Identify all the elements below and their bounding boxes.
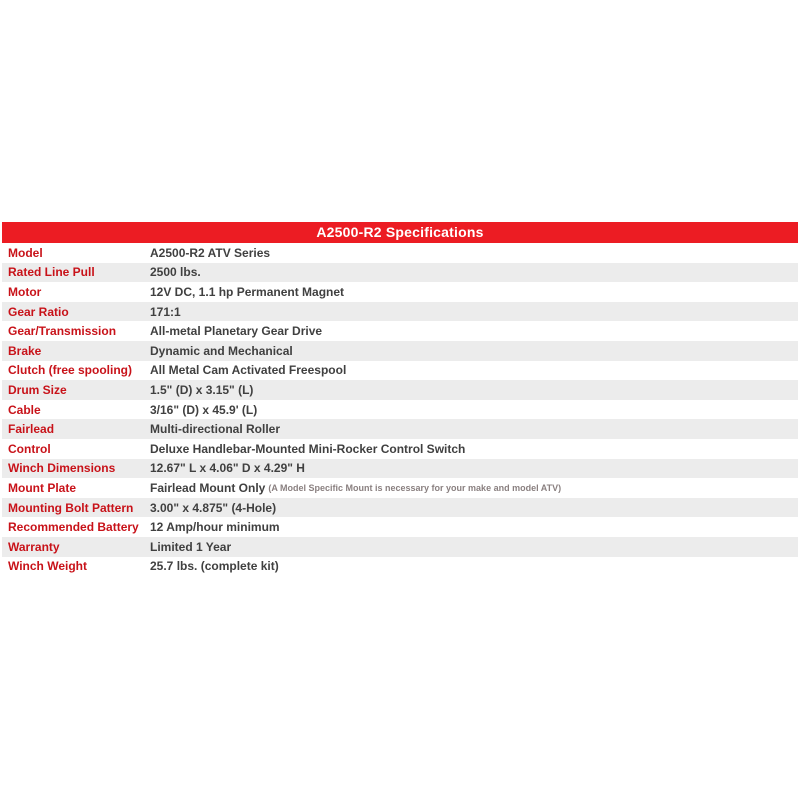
- table-row-mount-plate: [2, 478, 798, 498]
- spec-label: Recommended Battery: [8, 520, 139, 535]
- spec-value-note: (A Model Specific Mount is necessary for your make and model ATV): [268, 482, 562, 493]
- spec-value: All Metal Cam Activated Freespool: [150, 363, 347, 378]
- spec-value: Limited 1 Year: [150, 539, 232, 554]
- spec-value: 12.67" L x 4.06" D x 4.29" H: [150, 461, 305, 476]
- spec-label: Brake: [8, 343, 42, 358]
- spec-value: All-metal Planetary Gear Drive: [150, 324, 323, 339]
- spec-value: Fairlead Mount Only: [150, 480, 266, 495]
- spec-label: Control: [8, 441, 51, 456]
- table-row-winch-weight: [2, 557, 798, 577]
- table-row-clutch: [2, 361, 798, 381]
- table-row-rated-line-pull: [2, 263, 798, 283]
- table-row-mounting-bolt-pattern: [2, 498, 798, 518]
- spec-value: Multi-directional Roller: [150, 422, 281, 437]
- table-row-cable: [2, 400, 798, 420]
- spec-label: Model: [8, 245, 43, 260]
- spec-label: Fairlead: [8, 422, 55, 437]
- table-row-winch-dimensions: [2, 459, 798, 479]
- table-row-gear-transmission: [2, 321, 798, 341]
- spec-label: Rated Line Pull: [8, 265, 95, 280]
- table-row-motor: [2, 282, 798, 302]
- spec-value: 1.5" (D) x 3.15" (L): [150, 382, 254, 397]
- spec-value: A2500-R2 ATV Series: [150, 245, 271, 260]
- table-row-model: [2, 243, 798, 263]
- spec-label: Winch Weight: [8, 559, 87, 574]
- spec-value: 171:1: [150, 304, 181, 319]
- spec-value: 25.7 lbs. (complete kit): [150, 559, 279, 574]
- spec-label: Clutch (free spooling): [8, 363, 132, 378]
- spec-label: Gear Ratio: [8, 304, 69, 319]
- table-row-warranty: [2, 537, 798, 557]
- spec-value: 12V DC, 1.1 hp Permanent Magnet: [150, 284, 345, 299]
- spec-label: Mount Plate: [8, 480, 76, 495]
- table-row-control: [2, 439, 798, 459]
- spec-value: Deluxe Handlebar-Mounted Mini-Rocker Control Switch: [150, 441, 466, 456]
- spec-label: Cable: [8, 402, 41, 417]
- spec-value: 3/16" (D) x 45.9' (L): [150, 402, 258, 417]
- spec-label: Drum Size: [8, 382, 67, 397]
- table-row-fairlead: [2, 419, 798, 439]
- table-row-drum-size: [2, 380, 798, 400]
- table-row-gear-ratio: [2, 302, 798, 322]
- spec-label: Mounting Bolt Pattern: [8, 500, 134, 515]
- spec-label: Gear/Transmission: [8, 324, 117, 339]
- table-row-recommended-battery: [2, 517, 798, 537]
- spec-value: 3.00" x 4.875" (4-Hole): [150, 500, 277, 515]
- spec-label: Winch Dimensions: [8, 461, 116, 476]
- specifications-table: [2, 222, 798, 576]
- spec-value: 2500 lbs.: [150, 265, 201, 280]
- spec-value: Dynamic and Mechanical: [150, 343, 293, 358]
- spec-label: Warranty: [8, 539, 60, 554]
- table-title: A2500-R2 Specifications: [2, 222, 798, 243]
- table-row-brake: [2, 341, 798, 361]
- spec-value: 12 Amp/hour minimum: [150, 520, 280, 535]
- spec-label: Motor: [8, 284, 42, 299]
